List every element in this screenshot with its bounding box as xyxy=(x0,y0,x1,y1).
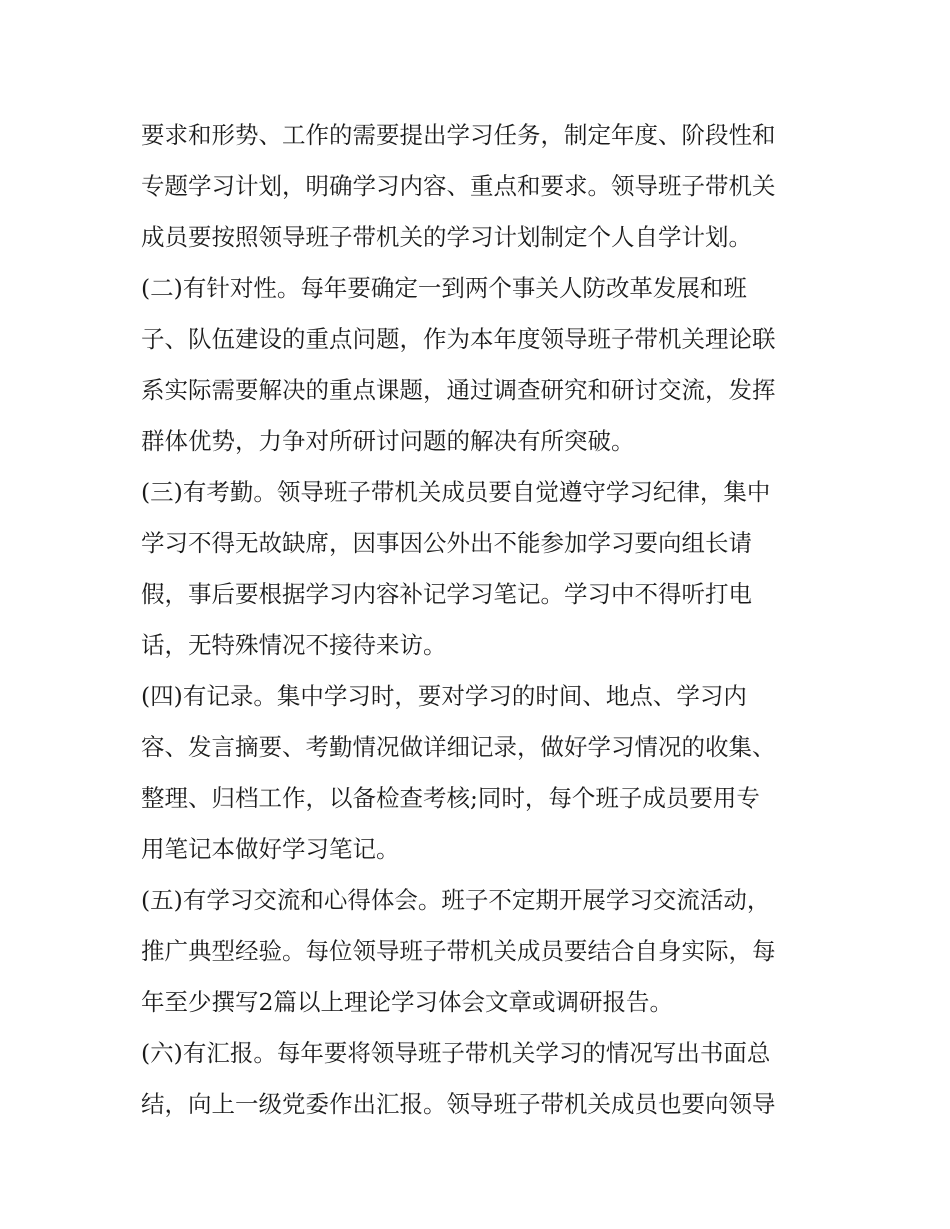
text-line-19: (六)有汇报。每年要将领导班子带机关学习的情况写出书面总 xyxy=(141,1039,771,1067)
text-line-14: 整理、归档工作，以备检查考核;同时，每个班子成员要用专 xyxy=(141,784,760,812)
text-line-2: 专题学习计划，明确学习内容、重点和要求。领导班子带机关 xyxy=(141,172,776,200)
text-line-8: (三)有考勤。领导班子带机关成员要自觉遵守学习纪律，集中 xyxy=(141,478,771,506)
text-line-10: 假，事后要根据学习内容补记学习笔记。学习中不得听打电 xyxy=(141,580,752,608)
text-line-11: 话，无特殊情况不接待来访。 xyxy=(141,631,447,659)
text-line-4: (二)有针对性。每年要确定一到两个事关人防改革发展和班 xyxy=(141,274,747,302)
text-line-9: 学习不得无故缺席，因事因公外出不能参加学习要向组长请 xyxy=(141,529,752,557)
text-line-20: 结，向上一级党委作出汇报。领导班子带机关成员也要向领导 xyxy=(141,1090,776,1118)
text-line-7: 群体优势，力争对所研讨问题的解决有所突破。 xyxy=(141,427,635,455)
text-line-18: 年至少撰写2篇以上理论学习体会文章或调研报告。 xyxy=(141,988,673,1016)
text-line-3: 成员要按照领导班子带机关的学习计划制定个人自学计划。 xyxy=(141,223,752,251)
text-line-6: 系实际需要解决的重点课题，通过调查研究和研讨交流，发挥 xyxy=(141,376,776,404)
text-line-12: (四)有记录。集中学习时，要对学习的时间、地点、学习内 xyxy=(141,682,747,710)
text-line-1: 要求和形势、工作的需要提出学习任务，制定年度、阶段性和 xyxy=(141,121,776,149)
text-line-15: 用笔记本做好学习笔记。 xyxy=(141,835,400,863)
text-line-16: (五)有学习交流和心得体会。班子不定期开展学习交流活动， xyxy=(141,886,771,914)
text-line-13: 容、发言摘要、考勤情况做详细记录，做好学习情况的收集、 xyxy=(141,733,776,761)
document-body xyxy=(141,110,821,1130)
text-line-17: 推广典型经验。每位领导班子带机关成员要结合自身实际，每 xyxy=(141,937,776,965)
text-line-5: 子、队伍建设的重点问题，作为本年度领导班子带机关理论联 xyxy=(141,325,776,353)
